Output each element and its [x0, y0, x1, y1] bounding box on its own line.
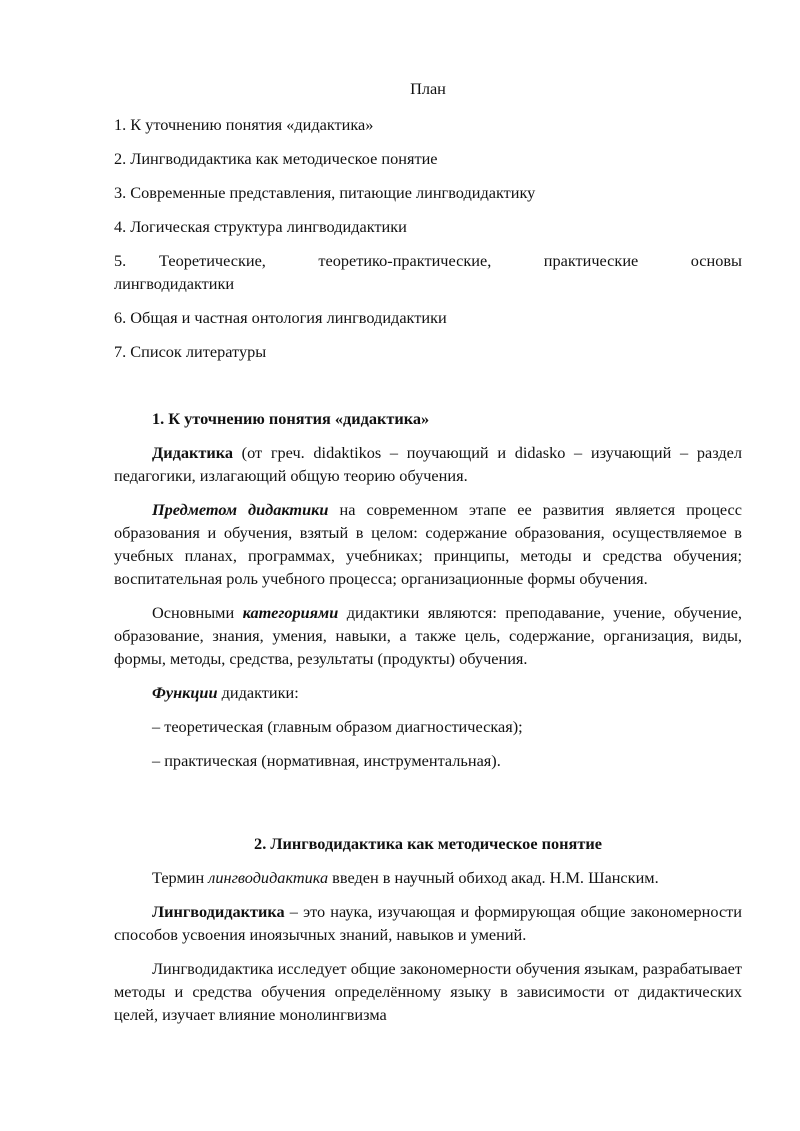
- plan-item-3: 3. Современные представления, питающие лингводидактику: [114, 183, 536, 202]
- section-1-heading: 1. К уточнению понятия «дидактика»: [152, 409, 430, 428]
- plan-item-1: 1. К уточнению понятия «дидактика»: [114, 115, 374, 134]
- function-item-2: – практическая (нормативная, инструментальная).: [152, 751, 501, 770]
- definition-paragraph: [114, 441, 742, 487]
- function-item-1: – теоретическая (главным образом диагностическая);: [152, 717, 523, 736]
- subject-paragraph: [114, 498, 742, 590]
- term-subject: Предметом дидактики: [152, 500, 329, 519]
- term-intro-lead: Термин: [152, 868, 209, 887]
- term-functions: Функции: [152, 683, 218, 702]
- section-2: [114, 832, 742, 1026]
- functions-text: дидактики:: [217, 683, 299, 702]
- categories-text: дидактики являются: преподавание, учение, обучение, образование, знания, умения, навыки, а также цель, содержание, организация, виды, формы, методы, средства, результаты (продукты) обучения.: [114, 603, 743, 668]
- term-linguodidactics-italic: лингводидактика: [208, 868, 329, 887]
- plan-item-2: 2. Лингводидактика как методическое понятие: [114, 149, 438, 168]
- subject-text: на современном этапе ее развития является процесс образования и обучения, взятый в целом: содержание образования, осуществляемое в учебных планах, программах, учебниках; принципы, методы и средства обучения; воспитательная роль учебного процесса; организационные формы обучения.: [114, 500, 742, 588]
- definition-text: (от греч. didaktikos – поучающий и didasko – изучающий – раздел педагогики, излагающий общую теорию обучения.: [114, 443, 742, 485]
- linguodidactics-definition-text: – это наука, изучающая и формирующая общие закономерности способов усвоения иноязычных знаний, навыков и умений.: [114, 902, 742, 944]
- plan-item-6: 6. Общая и частная онтология лингводидактики: [114, 308, 447, 327]
- plan-item-4: 4. Логическая структура лингводидактики: [114, 217, 407, 236]
- linguodidactics-definition: [114, 900, 742, 946]
- plan-item-5: 5. Теоретические, теоретико-практические, практические основы лингводидактики: [114, 251, 742, 293]
- categories-paragraph: [114, 601, 742, 670]
- term-intro-text: введен в научный обиход акад. Н.М. Шанским.: [328, 868, 659, 887]
- term-categories: категориями: [242, 603, 339, 622]
- section-1: [114, 407, 742, 772]
- plan-item-7: 7. Список литературы: [114, 342, 267, 361]
- linguodidactics-research-paragraph: Лингводидактика исследует общие закономерности обучения языкам, разрабатывает методы и средства обучения определённому языку в зависимости от дидактических целей, изучает влияние монолингвизма: [114, 959, 742, 1024]
- plan-title: План: [410, 79, 446, 98]
- categories-lead: Основными: [152, 603, 243, 622]
- section-2-heading: 2. Лингводидактика как методическое понятие: [254, 834, 602, 853]
- term-didactics: Дидактика: [152, 443, 233, 462]
- term-intro-paragraph: [114, 866, 742, 889]
- term-linguodidactics: Лингводидактика: [152, 902, 285, 921]
- functions-paragraph: [114, 681, 742, 704]
